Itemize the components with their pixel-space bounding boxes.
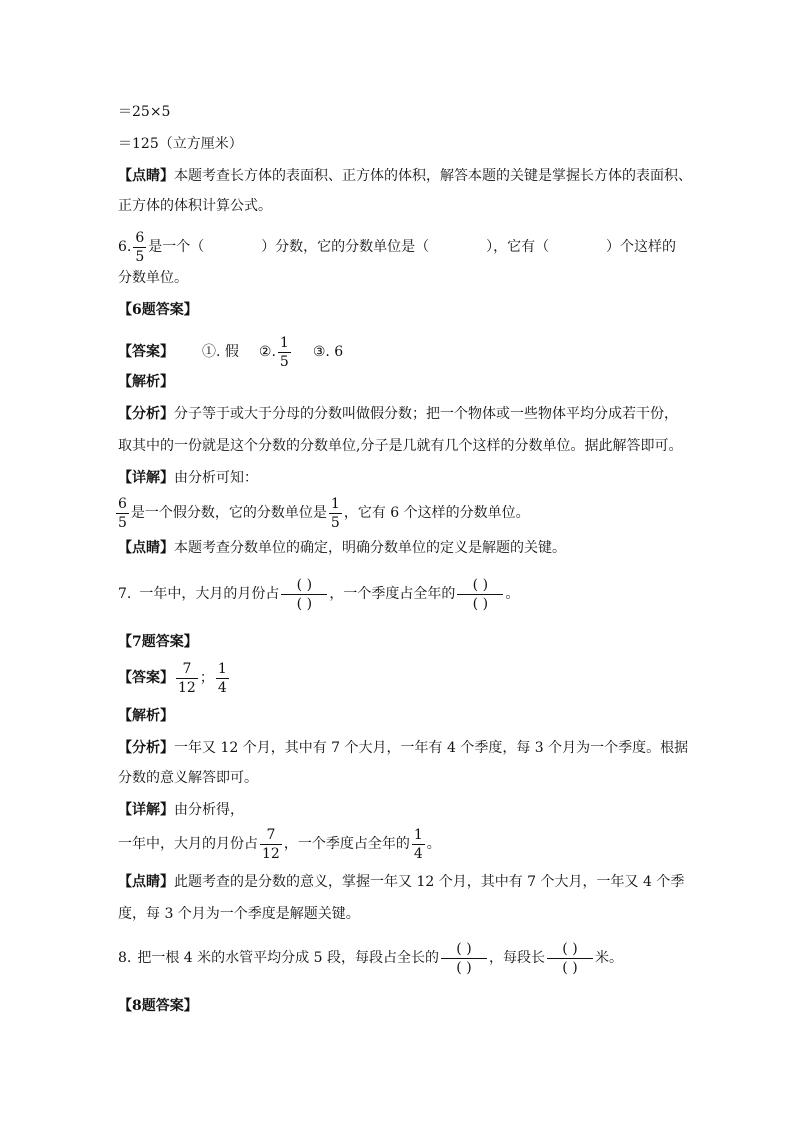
fraction-bar xyxy=(457,594,503,595)
xiangjie-text: 一年中，大月的月份占 xyxy=(118,836,258,852)
fraction-bar xyxy=(278,352,291,353)
question-text: ），它有（ xyxy=(486,239,550,255)
dianjing-tag: 【点睛】 xyxy=(118,874,174,890)
calc-line-2 xyxy=(118,134,676,154)
question-text: ）个这样的 xyxy=(606,239,676,255)
fraction-numerator: 1 xyxy=(330,495,340,512)
jiexi-7 xyxy=(118,706,676,726)
fraction-bar xyxy=(133,247,146,248)
question-text: 米。 xyxy=(594,950,623,966)
dianjing-text: 本题考查长方体的表面积、正方体的体积，解答本题的关键是掌握长方体的表面积、 xyxy=(174,168,692,184)
fraction-denominator-blank: ( ) xyxy=(296,595,313,612)
xiangjie-tag: 【详解】 xyxy=(118,470,174,486)
fraction-numerator: 7 xyxy=(182,660,192,677)
fraction xyxy=(278,335,291,370)
calc-line-1 xyxy=(118,102,676,122)
fraction-denominator-blank: ( ) xyxy=(456,959,472,976)
answer-7 xyxy=(118,660,676,696)
fenxi-tag: 【分析】 xyxy=(118,406,174,422)
fraction-bar xyxy=(441,958,487,959)
xiangjie-6-detail xyxy=(116,496,676,530)
fraction-bar xyxy=(547,958,593,959)
fraction-numerator: 7 xyxy=(266,826,276,843)
dianjing-text: 此题考查的是分数的意义，掌握一年又 12 个月，其中有 7 个大月，一年又 4 个季 xyxy=(174,874,685,890)
fraction-bar xyxy=(281,594,327,595)
jiexi-6 xyxy=(118,372,676,392)
blank-fraction xyxy=(457,577,503,612)
fraction-denominator: 5 xyxy=(330,514,340,531)
fenxi-7-1 xyxy=(118,738,689,758)
answer-title-6 xyxy=(118,300,676,320)
xiangjie-text: ，一个季度占全年的 xyxy=(283,836,410,852)
fraction-numerator-blank: ( ) xyxy=(296,576,313,593)
fraction-denominator: 5 xyxy=(279,353,289,370)
fraction-denominator: 12 xyxy=(262,845,280,862)
fenxi-6-1 xyxy=(118,404,676,424)
fraction-numerator: 1 xyxy=(413,826,423,843)
fraction-denominator-blank: ( ) xyxy=(562,959,578,976)
question-text: 把一根 4 米的水管平均分成 5 段，每段占全长的 xyxy=(137,950,439,966)
answer-title: 【7题答案】 xyxy=(118,634,198,650)
fraction-bar xyxy=(412,844,425,845)
xiangjie-text: 由分析得， xyxy=(174,802,244,818)
answer-item: ③. 6 xyxy=(312,344,344,360)
fraction-bar xyxy=(260,844,282,845)
fraction-bar xyxy=(216,678,229,679)
dianjing-text: 正方体的体积计算公式。 xyxy=(118,198,272,214)
dianjing-text: 本题考查分数单位的确定，明确分数单位的定义是解题的关键。 xyxy=(174,540,566,556)
dianjing-7-2 xyxy=(118,904,676,924)
fraction-bar xyxy=(176,678,198,679)
fraction-denominator: 5 xyxy=(118,514,127,531)
fraction xyxy=(116,496,129,531)
xiangjie-7-detail xyxy=(118,826,676,862)
calc-text: ＝125（立方厘米） xyxy=(118,136,243,152)
question-6 xyxy=(118,229,676,265)
fraction-numerator-blank: ( ) xyxy=(456,940,472,957)
fraction xyxy=(176,661,198,696)
question-number: 8. xyxy=(118,950,132,966)
fraction xyxy=(260,827,282,862)
answer-tag: 【答案】 xyxy=(118,344,174,360)
answer-title: 【8题答案】 xyxy=(118,998,198,1014)
fraction-denominator: 12 xyxy=(178,679,196,696)
fraction-denominator: 4 xyxy=(217,679,227,696)
jiexi-tag: 【解析】 xyxy=(118,374,174,390)
fraction xyxy=(216,661,229,696)
fraction xyxy=(329,496,342,531)
dianjing-tag: 【点睛】 xyxy=(118,168,174,184)
xiangjie-tag: 【详解】 xyxy=(118,802,174,818)
dianjing-7-1 xyxy=(118,872,685,892)
answer-item: ①. 假 xyxy=(202,344,239,360)
calc-text: ＝25×5 xyxy=(118,104,171,120)
answer-item: ②. xyxy=(258,344,276,360)
fraction-denominator: 4 xyxy=(413,845,423,862)
xiangjie-text: 。 xyxy=(426,836,441,852)
xiangjie-6 xyxy=(118,468,676,488)
answer-tag: 【答案】 xyxy=(118,670,174,686)
fraction-numerator: 1 xyxy=(217,660,227,677)
xiangjie-text: ，它有 6 个这样的分数单位。 xyxy=(343,505,530,521)
question-text: ，一个季度占全年的 xyxy=(329,586,456,602)
fenxi-text: 分子等于或大于分母的分数叫做假分数；把一个物体或一些物体平均分成若干份， xyxy=(174,406,678,422)
question-number: 6. xyxy=(118,239,132,255)
fraction-numerator: 6 xyxy=(135,229,145,246)
answer-title: 【6题答案】 xyxy=(118,302,198,318)
question-text: 是一个（ xyxy=(148,239,205,255)
fraction xyxy=(412,827,425,862)
question-text: 分数单位。 xyxy=(118,270,188,286)
fraction-bar xyxy=(116,513,129,514)
fraction-numerator-blank: ( ) xyxy=(472,576,489,593)
blank-fraction xyxy=(547,941,593,976)
dianjing-prev xyxy=(118,166,692,186)
answer-title-8 xyxy=(118,996,676,1016)
dianjing-tag: 【点睛】 xyxy=(118,540,174,556)
question-7 xyxy=(118,574,676,614)
question-text: ）分数，它的分数单位是（ xyxy=(261,239,430,255)
blank-fraction xyxy=(441,941,487,976)
jiexi-tag: 【解析】 xyxy=(118,708,174,724)
question-text: 。 xyxy=(505,586,520,602)
fraction-numerator: 6 xyxy=(118,495,127,512)
xiangjie-text: 是一个假分数，它的分数单位是 xyxy=(130,505,327,521)
dianjing-6 xyxy=(118,538,676,558)
answer-title-7 xyxy=(118,632,676,652)
fenxi-text: 取其中的一份就是这个分数的分数单位,分子是几就有几个这样的分数单位。据此解答即可。 xyxy=(118,438,683,454)
fenxi-text: 一年又 12 个月，其中有 7 个大月，一年有 4 个季度，每 3 个月为一个季度。根据 xyxy=(174,740,689,756)
question-text: 一年中，大月的月份占 xyxy=(139,586,280,602)
answer-separator: ； xyxy=(199,670,214,686)
fraction-numerator: 1 xyxy=(279,334,289,351)
dianjing-text: 度，每 3 个月为一个季度是解题关键。 xyxy=(118,906,360,922)
fraction-bar xyxy=(329,513,342,514)
fenxi-text: 分数的意义解答即可。 xyxy=(118,770,258,786)
fraction xyxy=(133,230,146,265)
fraction-denominator-blank: ( ) xyxy=(472,595,489,612)
blank-fraction xyxy=(281,577,327,612)
fraction-denominator: 5 xyxy=(135,248,145,265)
question-text: ，每段长 xyxy=(488,950,545,966)
fraction-numerator-blank: ( ) xyxy=(562,940,578,957)
question-8 xyxy=(118,938,676,978)
fenxi-tag: 【分析】 xyxy=(118,740,174,756)
question-6-line2 xyxy=(118,268,676,288)
dianjing-prev-2 xyxy=(118,196,676,216)
fenxi-6-2 xyxy=(118,436,683,456)
xiangjie-text: 由分析可知： xyxy=(174,470,258,486)
fenxi-7-2 xyxy=(118,768,676,788)
question-number: 7. xyxy=(118,586,132,602)
answer-6 xyxy=(118,336,676,368)
xiangjie-7 xyxy=(118,800,676,820)
